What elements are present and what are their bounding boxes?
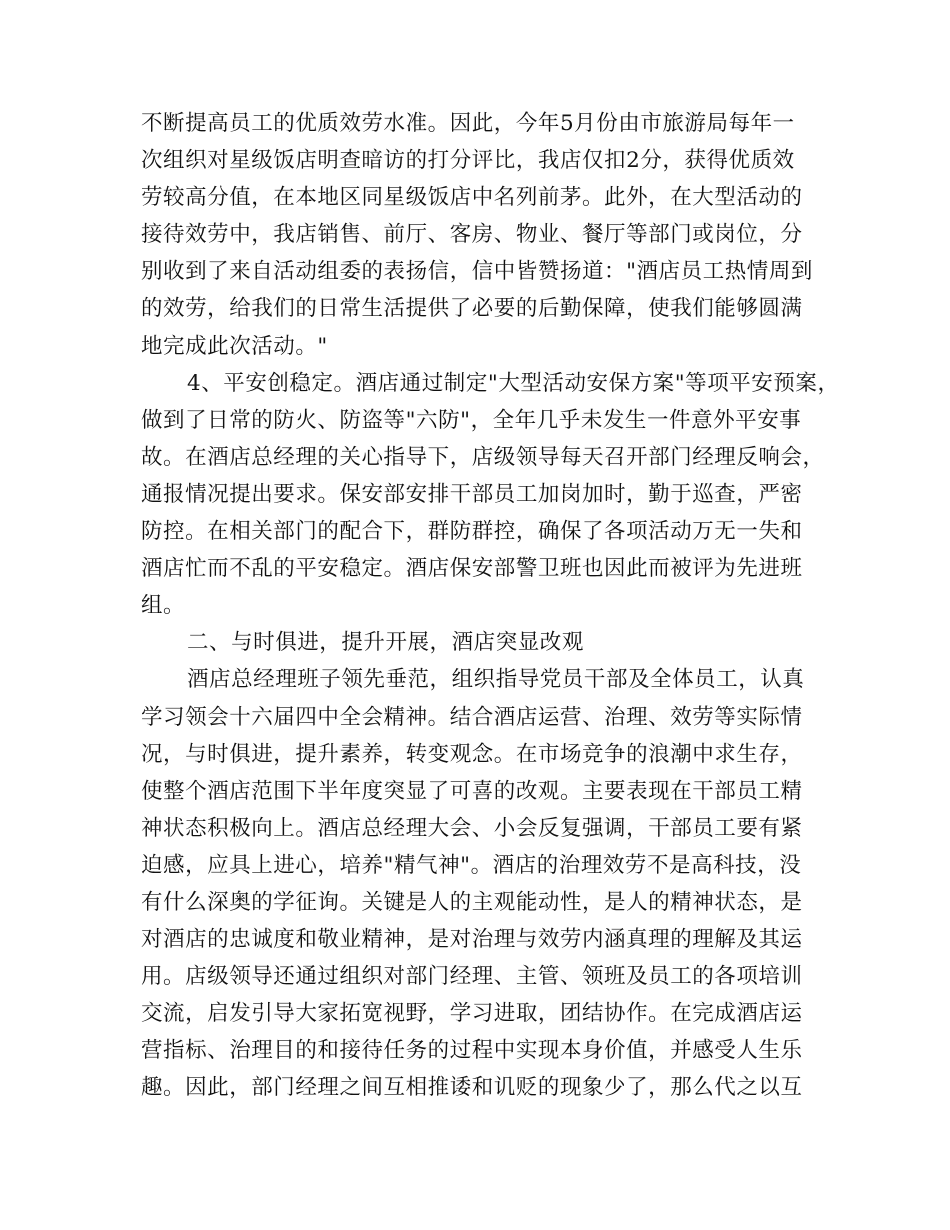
text-line: 次组织对星级饭店明查暗访的打分评比，我店仅扣2分，获得优质效 (141, 148, 795, 174)
text-line: 有什么深奥的学征询。关键是人的主观能动性，是人的精神状态，是 (141, 889, 803, 915)
text-line: 用。店级领导还通过组织对部门经理、主管、领班及员工的各项培训 (141, 964, 803, 990)
text-line: 不断提高员工的优质效劳水准。因此，今年5月份由市旅游局每年一 (141, 111, 795, 136)
text-line: 劳较高分值，在本地区同星级饭店中名列前茅。此外，在大型活动的 (141, 185, 803, 211)
text-line: 营指标、治理目的和接待任务的过程中实现本身价值，并感受人生乐 (141, 1038, 803, 1064)
text-line: 使整个酒店范围下半年度突显了可喜的改观。主要表现在干部员工精 (141, 778, 803, 804)
text-line: 防控。在相关部门的配合下，群防群控，确保了各项活动万无一失和 (141, 519, 803, 545)
text-line: 对酒店的忠诚度和敬业精神，是对治理与效劳内涵真理的理解及其运 (141, 927, 803, 953)
text-line: 别收到了来自活动组委的表扬信，信中皆赞扬道："酒店员工热情周到 (141, 259, 813, 285)
text-line: 的效劳，给我们的日常生活提供了必要的后勤保障，使我们能够圆满 (141, 296, 803, 322)
text-line: 学习领会十六届四中全会精神。结合酒店运营、治理、效劳等实际情 (141, 704, 803, 730)
text-line: 迫感，应具上进心，培养"精气神"。酒店的治理效劳不是高科技，没 (141, 852, 802, 878)
text-line: 通报情况提出要求。保安部安排干部员工加岗加时，勤于巡查，严密 (141, 481, 803, 507)
text-line: 地完成此次活动。" (141, 333, 328, 359)
text-line: 交流，启发引导大家拓宽视野，学习进取，团结协作。在完成酒店运 (141, 1001, 803, 1027)
text-line: 神状态积极向上。酒店总经理大会、小会反复强调，干部员工要有紧 (141, 815, 803, 841)
text-line: 趣。因此，部门经理之间互相推诿和讥贬的现象少了，那么代之以互 (141, 1075, 803, 1101)
document-body (141, 105, 840, 1107)
text-line: 4、平安创稳定。酒店通过制定"大型活动安保方案"等项平安预案， (187, 370, 840, 396)
text-line: 接待效劳中，我店销售、前厅、客房、物业、餐厅等部门或岗位，分 (141, 222, 803, 248)
text-line: 酒店忙而不乱的平安稳定。酒店保安部警卫班也因此而被评为先进班 (141, 556, 803, 582)
text-line: 二、与时俱进，提升开展，酒店突显改观 (187, 630, 584, 656)
text-line: 故。在酒店总经理的关心指导下，店级领导每天召开部门经理反响会， (141, 444, 825, 470)
text-line: 酒店总经理班子领先垂范，组织指导党员干部及全体员工，认真 (187, 667, 805, 693)
text-line: 组。 (141, 593, 186, 619)
text-line: 做到了日常的防火、防盗等"六防"，全年几乎未发生一件意外平安事 (141, 407, 802, 433)
text-line: 况，与时俱进，提升素养，转变观念。在市场竞争的浪潮中求生存， (141, 741, 803, 767)
